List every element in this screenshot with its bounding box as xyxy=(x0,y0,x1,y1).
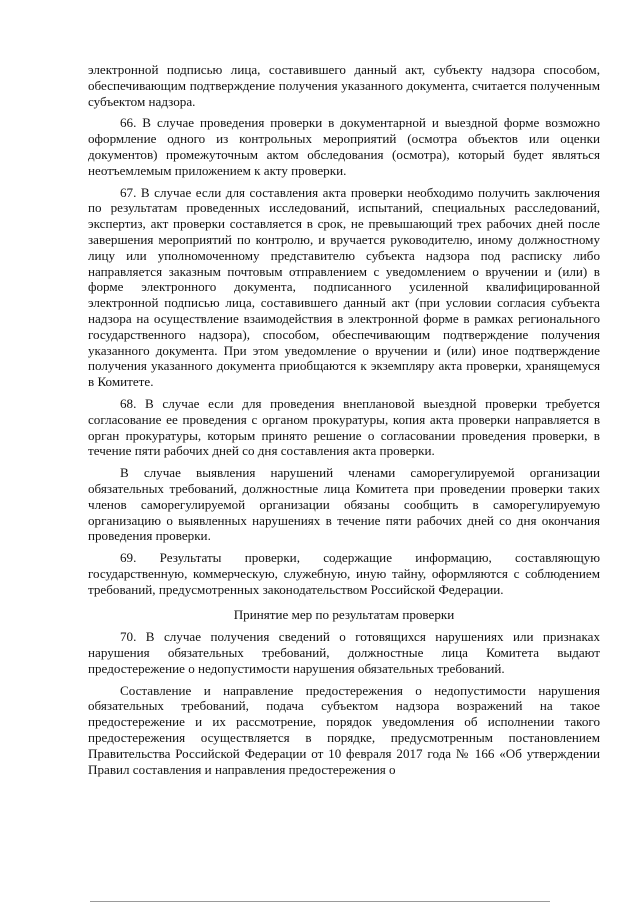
paragraph-68: 68. В случае если для проведения внеплановой выездной проверки требуется согласование ее проведения с органом прокуратуры, копия акта проверки направляется в орган прокуратуры, которым принято решение о согласовании проведения проверки, в течение пяти рабочих дней со дня составления акта проверки. xyxy=(88,395,600,459)
paragraph-66: 66. В случае проведения проверки в документарной и выездной форме возможно оформление одного из контрольных мероприятий (осмотра объектов или оценки документов) промежуточным актом обследования (осмотра), который будет являться неотъемлемым приложением к акту проверки. xyxy=(88,115,600,178)
paragraph-65-continuation: электронной подписью лица, составившего данный акт, субъекту надзора способом, обеспечивающим подтверждение получения указанного документа, считается полученным субъектом надзора. xyxy=(88,62,600,109)
page-bottom-edge xyxy=(90,901,550,902)
paragraph-70-warning-procedure: Составление и направление предостережения о недопустимости нарушения обязательных требований, подача субъектом надзора возражений на такое предостережение и их рассмотрение, порядок уведомления об исполнении такого предостережения осуществляется в порядке, предусмотренным постановлением Правительства Российской Федерации от 10 февраля 2017 года № 166 «Об утверждении Правил составления и направления предостережения о xyxy=(88,682,600,777)
section-heading: Принятие мер по результатам проверки xyxy=(233,606,455,622)
document-page xyxy=(88,62,600,783)
paragraph-69: 69. Результаты проверки, содержащие информацию, составляющую государственную, коммерческую, служебную, иную тайну, оформляются с соблюдением требований, предусмотренных законодательством Российской Федерации. xyxy=(88,550,600,597)
paragraph-68-sro-members: В случае выявления нарушений членами саморегулируемой организации обязательных требований, должностные лица Комитета при проведении проверки таких членов саморегулируемой организации обязаны сообщить в саморегулируемую организацию о выявленных нарушениях в течение пяти рабочих дней со дня окончания проведения проверки. xyxy=(88,465,600,544)
paragraph-70: 70. В случае получения сведений о готовящихся нарушениях или признаках нарушения обязательных требований, должностные лица Комитета выдают предостережение о недопустимости нарушения обязательных требований. xyxy=(88,629,600,676)
paragraph-67: 67. В случае если для составления акта проверки необходимо получить заключения по результатам проведенных исследований, испытаний, специальных расследований, экспертиз, акт проверки составляется в срок, не превышающий трех рабочих дней после завершения мероприятий по контролю, и вручается руководителю, иному должностному лицу или уполномоченному представителю субъекта надзора под расписку либо направляется заказным почтовым отправлением с уведомлением о вручении и (или) в форме электронного документа, подписанного усиленной квалифицированной электронной подписью лица, составившего данный акт (при условии согласия субъекта надзора на осуществление взаимодействия в электронной форме в рамках регионального государственного надзора), способом, обеспечивающим подтверждение получения указанного документа. При этом уведомление о вручении и (или) иное подтверждение получения указанного документа приобщаются к экземпляру акта проверки, хранящемуся в Комитете. xyxy=(88,184,600,390)
